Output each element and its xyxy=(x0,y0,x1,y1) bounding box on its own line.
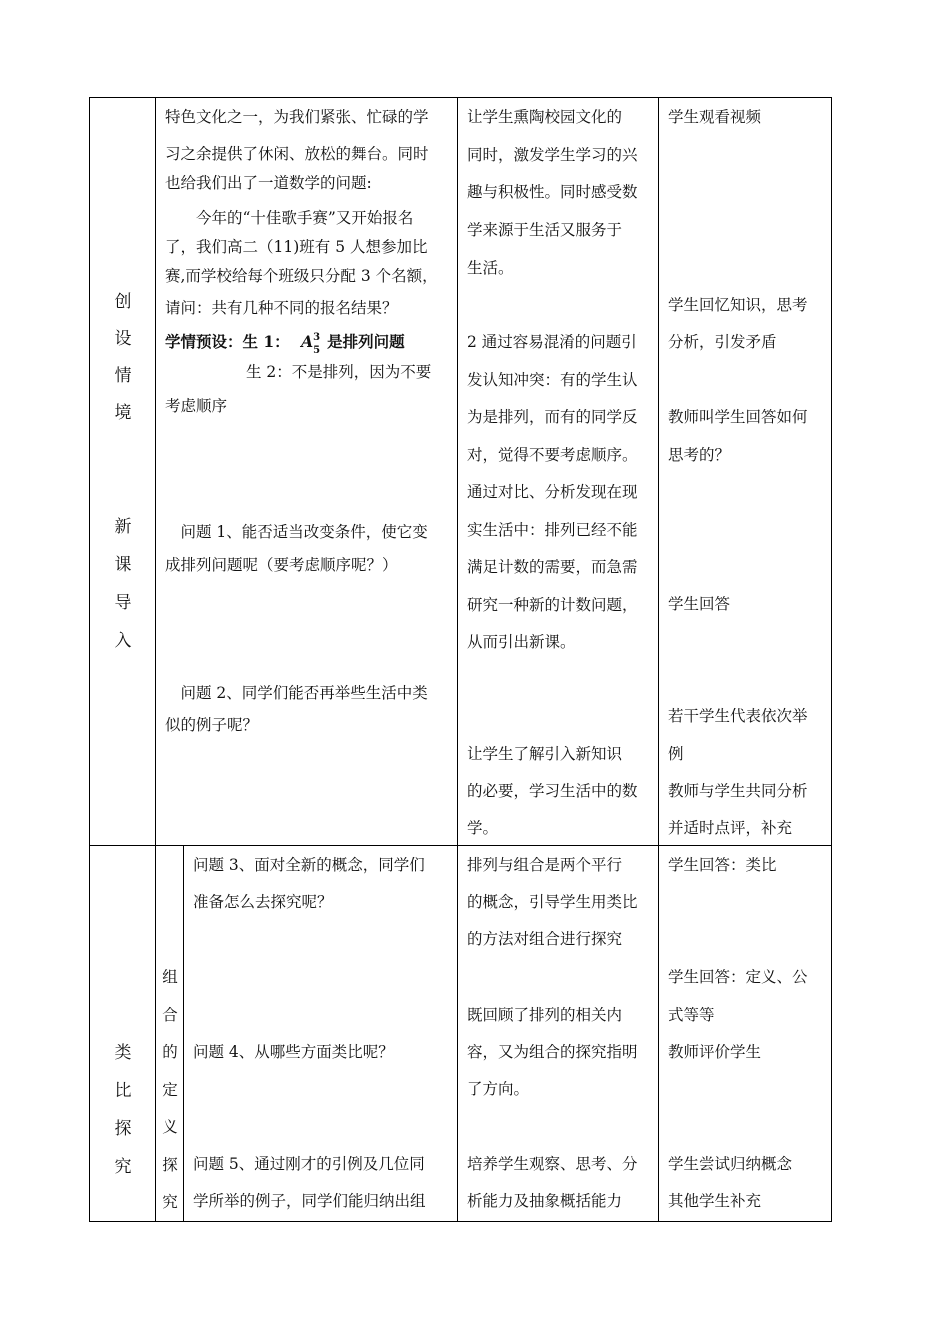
sub-label-char: 探 xyxy=(162,1155,178,1174)
student-activity: 学生回忆知识，思考 xyxy=(668,296,808,314)
label-char: 境 xyxy=(114,403,132,423)
section-label-analogy-explore xyxy=(111,1038,135,1190)
student-activity: 教师与学生共同分析 xyxy=(668,782,808,800)
preset-2-line-2: 考虑顺序 xyxy=(165,397,228,415)
table-left-border xyxy=(89,97,90,1222)
intent-line: 培养学生观察、思考、分 xyxy=(467,1155,638,1173)
intent-line: 2 通过容易混淆的问题引 xyxy=(467,333,637,351)
student-activity: 若干学生代表依次举 xyxy=(668,707,808,725)
table-top-border xyxy=(89,97,832,98)
label-char: 课 xyxy=(114,555,132,575)
content-line: 了，我们高二（11)班有 5 人想参加比 xyxy=(165,238,428,256)
sub-label-char: 定 xyxy=(162,1080,178,1099)
student-activity: 式等等 xyxy=(668,1006,715,1024)
permutation-symbol: $A^3_5$ xyxy=(301,332,321,356)
label-char: 入 xyxy=(114,631,132,651)
label-char: 创 xyxy=(114,292,132,312)
intent-line: 实生活中：排列已经不能 xyxy=(467,521,638,539)
content-line: 今年的“十佳歌手赛”又开始报名 xyxy=(165,209,414,227)
intent-line: 既回顾了排列的相关内 xyxy=(467,1006,623,1024)
question-1-line-1: 问题 1、能否适当改变条件，使它变 xyxy=(165,523,428,541)
intent-line: 的概念，引导学生用类比 xyxy=(467,893,638,911)
intent-line: 学。 xyxy=(467,819,499,837)
student-activity: 学生回答：类比 xyxy=(668,856,777,874)
student-activity: 学生回答 xyxy=(668,595,731,613)
intent-line: 排列与组合是两个平行 xyxy=(467,856,623,874)
column-divider-2 xyxy=(457,97,458,1222)
label-char: 设 xyxy=(114,329,132,349)
intent-line: 生活。 xyxy=(467,259,514,277)
intent-line: 通过对比、分析发现在现 xyxy=(467,483,638,501)
section-label-create-situation xyxy=(111,287,135,435)
intent-line: 满足计数的需要，而急需 xyxy=(467,558,638,576)
intent-line: 容，又为组合的探究指明 xyxy=(467,1043,638,1061)
intent-line: 的方法对组合进行探究 xyxy=(467,930,623,948)
student-activity: 学生回答：定义、公 xyxy=(668,968,808,986)
question-4: 问题 4、从哪些方面类比呢？ xyxy=(193,1043,394,1061)
sub-label-char: 究 xyxy=(162,1193,178,1211)
label-char: 类 xyxy=(114,1043,132,1063)
sub-label-char: 义 xyxy=(162,1118,178,1136)
label-char: 情 xyxy=(114,366,132,386)
content-line: 请问：共有几种不同的报名结果？ xyxy=(165,299,398,317)
intent-line: 让学生熏陶校园文化的 xyxy=(467,108,623,126)
table-right-border xyxy=(831,97,832,1222)
intent-line: 了方向。 xyxy=(467,1080,530,1098)
question-5-line-1: 问题 5、通过刚才的引例及几位同 xyxy=(193,1155,425,1173)
student-activity: 教师叫学生回答如何 xyxy=(668,408,808,426)
student-activity: 分析，引发矛盾 xyxy=(668,333,777,351)
student-activity: 学生尝试归纳概念 xyxy=(668,1155,793,1173)
label-char: 导 xyxy=(114,593,132,613)
sub-label-combination-definition xyxy=(157,959,183,1222)
table-bottom-border xyxy=(89,1221,832,1222)
intent-line: 对，觉得不要考虑顺序。 xyxy=(467,446,638,464)
question-1-line-2: 成排列问题呢（要考虑顺序呢？） xyxy=(165,556,398,574)
column-divider-1 xyxy=(155,97,156,1222)
preset-tail: 是排列问题 xyxy=(327,332,405,351)
label-char: 究 xyxy=(114,1157,132,1177)
sub-column-divider xyxy=(183,845,184,1222)
intent-line: 发认知冲突：有的学生认 xyxy=(467,371,638,389)
question-2-line-2: 似的例子呢？ xyxy=(165,716,259,734)
question-3-line-1: 问题 3、面对全新的概念，同学们 xyxy=(193,856,425,874)
sub-label-char: 组 xyxy=(162,968,178,986)
intent-line: 析能力及抽象概括能力 xyxy=(467,1192,623,1210)
sub-label-char: 的 xyxy=(162,1043,178,1061)
content-line: 也给我们出了一道数学的问题: xyxy=(165,174,372,192)
intent-line: 趣与积极性。同时感受数 xyxy=(467,183,638,201)
label-char: 比 xyxy=(114,1081,132,1101)
intent-line: 的必要，学习生活中的数 xyxy=(467,782,638,800)
content-line: 特色文化之一，为我们紧张、忙碌的学 xyxy=(165,108,429,126)
student-activity: 学生观看视频 xyxy=(668,108,762,126)
preset-label: 学情预设：生 1： xyxy=(165,332,290,351)
intent-line: 研究一种新的计数问题， xyxy=(467,596,638,614)
student-activity: 例 xyxy=(668,745,684,763)
sub-label-char: 合 xyxy=(162,1005,178,1024)
intent-line: 为是排列，而有的同学反 xyxy=(467,408,638,426)
preset-2-line-1: 生 2：不是排列，因为不要 xyxy=(246,363,432,381)
question-2-line-1: 问题 2、同学们能否再举些生活中类 xyxy=(165,684,428,702)
label-char: 探 xyxy=(114,1119,132,1139)
intent-line: 学来源于生活又服务于 xyxy=(467,221,623,239)
student-activity: 思考的？ xyxy=(668,446,731,464)
question-3-line-2: 准备怎么去探究呢？ xyxy=(193,893,333,911)
section-label-new-lesson xyxy=(111,512,135,664)
column-divider-3 xyxy=(658,97,659,1222)
intent-line: 同时，激发学生学习的兴 xyxy=(467,146,638,164)
label-char: 新 xyxy=(114,517,132,537)
intent-line: 让学生了解引入新知识 xyxy=(467,745,623,763)
content-line: 赛,而学校给每个班级只分配 3 个名额， xyxy=(165,267,438,285)
intent-line: 从而引出新课。 xyxy=(467,633,576,651)
content-line: 习之余提供了休闲、放松的舞台。同时 xyxy=(165,145,429,163)
student-activity: 教师评价学生 xyxy=(668,1043,762,1061)
question-5-line-2: 学所举的例子，同学们能归纳出组 xyxy=(193,1192,426,1210)
student-activity: 其他学生补充 xyxy=(668,1192,762,1210)
student-activity: 并适时点评，补充 xyxy=(668,819,793,837)
